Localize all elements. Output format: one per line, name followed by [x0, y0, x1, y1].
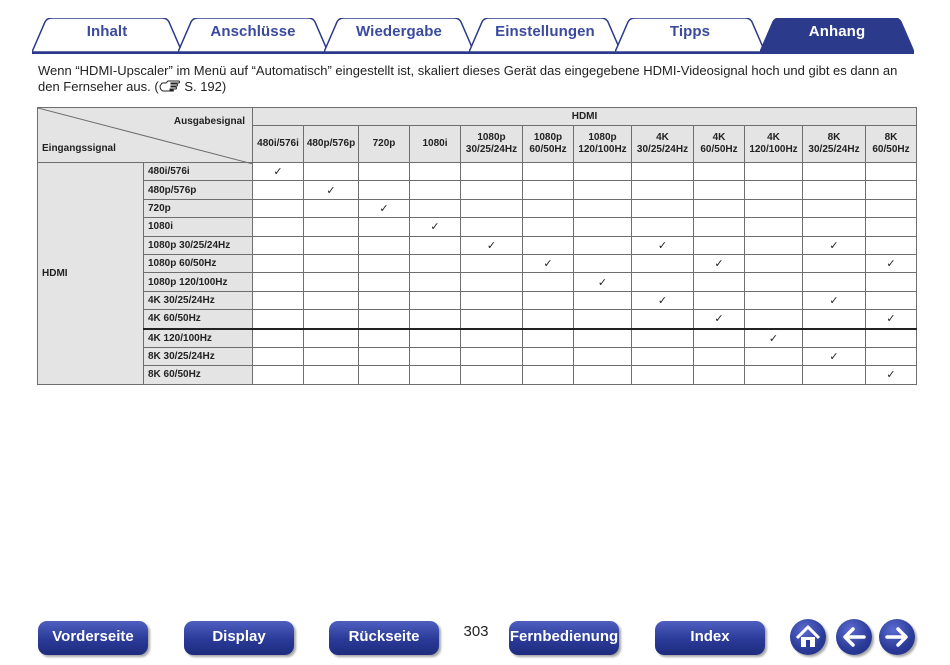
checkmark-cell: ✓ [803, 291, 866, 309]
empty-cell [574, 366, 632, 384]
empty-cell [253, 347, 304, 365]
empty-cell [745, 163, 803, 181]
empty-cell [461, 347, 523, 365]
empty-cell [304, 163, 359, 181]
input-row-label: 4K 120/100Hz [144, 329, 253, 348]
input-row-label: 4K 30/25/24Hz [144, 291, 253, 309]
empty-cell [410, 273, 461, 291]
empty-cell [745, 310, 803, 329]
empty-cell [866, 236, 917, 254]
checkmark-cell: ✓ [410, 218, 461, 236]
empty-cell [523, 236, 574, 254]
input-row-label: 1080p 60/50Hz [144, 254, 253, 272]
output-column-header: 1080p 120/100Hz [574, 126, 632, 163]
empty-cell [523, 347, 574, 365]
empty-cell [523, 273, 574, 291]
empty-cell [694, 329, 745, 348]
tab-0[interactable] [32, 18, 182, 52]
empty-cell [745, 181, 803, 199]
empty-cell [574, 291, 632, 309]
table-row [38, 366, 917, 384]
empty-cell [694, 347, 745, 365]
tab-5[interactable] [760, 18, 914, 52]
tab-label: Anhang [808, 23, 866, 40]
tab-3[interactable] [469, 18, 621, 52]
output-column-header: 4K 120/100Hz [745, 126, 803, 163]
empty-cell [574, 163, 632, 181]
table-row [38, 199, 917, 217]
input-row-label: 8K 60/50Hz [144, 366, 253, 384]
empty-cell [632, 199, 694, 217]
empty-cell [866, 273, 917, 291]
empty-cell [803, 329, 866, 348]
empty-cell [574, 347, 632, 365]
empty-cell [410, 366, 461, 384]
empty-cell [304, 273, 359, 291]
output-column-header: 720p [359, 126, 410, 163]
table-row [38, 236, 917, 254]
output-column-header: 1080p 60/50Hz [523, 126, 574, 163]
empty-cell [461, 218, 523, 236]
checkmark-cell: ✓ [866, 310, 917, 329]
checkmark-cell: ✓ [745, 329, 803, 348]
checkmark-cell: ✓ [632, 236, 694, 254]
empty-cell [253, 291, 304, 309]
checkmark-cell: ✓ [253, 163, 304, 181]
output-column-header: 4K 30/25/24Hz [632, 126, 694, 163]
input-signal-label: Eingangssignal [42, 143, 116, 154]
remote-control-button[interactable]: Fernbedienung [509, 621, 619, 655]
empty-cell [523, 199, 574, 217]
table-row [38, 163, 917, 181]
empty-cell [523, 310, 574, 329]
empty-cell [632, 329, 694, 348]
empty-cell [461, 310, 523, 329]
input-row-label: 1080p 120/100Hz [144, 273, 253, 291]
empty-cell [745, 366, 803, 384]
intro-paragraph [38, 63, 918, 95]
pointing-hand-icon[interactable] [159, 80, 181, 92]
checkmark-cell: ✓ [359, 199, 410, 217]
checkmark-cell: ✓ [304, 181, 359, 199]
empty-cell [523, 181, 574, 199]
empty-cell [304, 347, 359, 365]
empty-cell [632, 181, 694, 199]
empty-cell [866, 181, 917, 199]
empty-cell [253, 236, 304, 254]
empty-cell [694, 163, 745, 181]
empty-cell [253, 181, 304, 199]
empty-cell [574, 181, 632, 199]
empty-cell [632, 254, 694, 272]
empty-cell [253, 218, 304, 236]
empty-cell [632, 273, 694, 291]
empty-cell [803, 254, 866, 272]
input-row-label: 720p [144, 199, 253, 217]
output-column-header: 480p/576p [304, 126, 359, 163]
index-button[interactable]: Index [655, 621, 765, 655]
tab-bar [32, 14, 914, 54]
empty-cell [304, 199, 359, 217]
empty-cell [866, 199, 917, 217]
empty-cell [253, 366, 304, 384]
empty-cell [253, 310, 304, 329]
tab-4[interactable] [615, 18, 765, 52]
intro-text: Wenn “HDMI-Upscaler” im Menü auf “Automatisch” eingestellt ist, skaliert dieses Gerät das eingegebene HDMI-Videosignal hoch und gibt es dann an den Fernseher aus. ( [38, 63, 898, 94]
home-icon [790, 619, 826, 655]
empty-cell [866, 291, 917, 309]
page-number: 303 [463, 623, 489, 640]
upscaler-matrix-table [37, 107, 917, 385]
empty-cell [359, 366, 410, 384]
empty-cell [632, 163, 694, 181]
table-row [38, 329, 917, 348]
checkmark-cell: ✓ [694, 254, 745, 272]
table-row [38, 310, 917, 329]
table-row [38, 181, 917, 199]
forward-arrow-icon [879, 619, 915, 655]
checkmark-cell: ✓ [632, 291, 694, 309]
empty-cell [574, 329, 632, 348]
empty-cell [803, 273, 866, 291]
empty-cell [410, 199, 461, 217]
table-corner-cell [38, 108, 253, 163]
forward-button[interactable] [879, 619, 915, 655]
empty-cell [574, 199, 632, 217]
empty-cell [745, 291, 803, 309]
empty-cell [461, 273, 523, 291]
tab-label: Anschlüsse [210, 23, 296, 40]
empty-cell [304, 366, 359, 384]
display-button[interactable]: Display [184, 621, 294, 655]
checkmark-cell: ✓ [866, 254, 917, 272]
empty-cell [359, 218, 410, 236]
output-signal-label: Ausgabesignal [173, 116, 245, 127]
empty-cell [523, 329, 574, 348]
output-column-header: 8K 60/50Hz [866, 126, 917, 163]
input-row-label: 4K 60/50Hz [144, 310, 253, 329]
empty-cell [359, 310, 410, 329]
empty-cell [461, 329, 523, 348]
empty-cell [410, 163, 461, 181]
empty-cell [803, 163, 866, 181]
empty-cell [745, 273, 803, 291]
empty-cell [410, 291, 461, 309]
empty-cell [359, 163, 410, 181]
empty-cell [694, 218, 745, 236]
empty-cell [461, 291, 523, 309]
empty-cell [410, 236, 461, 254]
empty-cell [304, 254, 359, 272]
checkmark-cell: ✓ [866, 366, 917, 384]
empty-cell [523, 218, 574, 236]
input-row-label: 1080i [144, 218, 253, 236]
empty-cell [253, 273, 304, 291]
output-group-header: HDMI [253, 108, 917, 126]
empty-cell [304, 218, 359, 236]
input-group-header: HDMI [38, 163, 144, 385]
empty-cell [694, 366, 745, 384]
empty-cell [304, 236, 359, 254]
empty-cell [410, 310, 461, 329]
tab-1[interactable] [178, 18, 328, 52]
empty-cell [523, 291, 574, 309]
empty-cell [359, 254, 410, 272]
table-row [38, 254, 917, 272]
checkmark-cell: ✓ [574, 273, 632, 291]
empty-cell [694, 273, 745, 291]
empty-cell [359, 273, 410, 291]
empty-cell [745, 199, 803, 217]
empty-cell [359, 347, 410, 365]
checkmark-cell: ✓ [523, 254, 574, 272]
empty-cell [461, 366, 523, 384]
output-column-header: 1080i [410, 126, 461, 163]
empty-cell [632, 366, 694, 384]
empty-cell [410, 347, 461, 365]
empty-cell [359, 181, 410, 199]
empty-cell [803, 181, 866, 199]
empty-cell [866, 347, 917, 365]
front-panel-button[interactable]: Vorderseite [38, 621, 148, 655]
empty-cell [304, 291, 359, 309]
empty-cell [461, 254, 523, 272]
empty-cell [803, 366, 866, 384]
empty-cell [694, 291, 745, 309]
table-row [38, 218, 917, 236]
empty-cell [304, 329, 359, 348]
tab-label: Einstellungen [495, 23, 595, 40]
empty-cell [745, 347, 803, 365]
input-row-label: 480p/576p [144, 181, 253, 199]
output-column-header: 4K 60/50Hz [694, 126, 745, 163]
empty-cell [523, 163, 574, 181]
back-button[interactable] [836, 619, 872, 655]
checkmark-cell: ✓ [694, 310, 745, 329]
empty-cell [410, 254, 461, 272]
empty-cell [523, 366, 574, 384]
table-row [38, 347, 917, 365]
input-row-label: 1080p 30/25/24Hz [144, 236, 253, 254]
empty-cell [304, 310, 359, 329]
checkmark-cell: ✓ [803, 347, 866, 365]
input-row-label: 8K 30/25/24Hz [144, 347, 253, 365]
empty-cell [803, 199, 866, 217]
input-row-label: 480i/576i [144, 163, 253, 181]
back-arrow-icon [836, 619, 872, 655]
empty-cell [461, 181, 523, 199]
table-row [38, 291, 917, 309]
empty-cell [866, 329, 917, 348]
output-column-header: 8K 30/25/24Hz [803, 126, 866, 163]
empty-cell [866, 163, 917, 181]
empty-cell [632, 310, 694, 329]
output-column-header: 1080p 30/25/24Hz [461, 126, 523, 163]
empty-cell [461, 199, 523, 217]
tab-2[interactable] [324, 18, 474, 52]
empty-cell [803, 310, 866, 329]
tab-label: Wiedergabe [356, 23, 442, 40]
empty-cell [574, 236, 632, 254]
empty-cell [253, 254, 304, 272]
empty-cell [745, 236, 803, 254]
empty-cell [410, 181, 461, 199]
empty-cell [866, 218, 917, 236]
empty-cell [632, 218, 694, 236]
empty-cell [359, 329, 410, 348]
empty-cell [359, 236, 410, 254]
rear-panel-button[interactable]: Rückseite [329, 621, 439, 655]
empty-cell [410, 329, 461, 348]
empty-cell [745, 218, 803, 236]
home-button[interactable] [790, 619, 826, 655]
empty-cell [803, 218, 866, 236]
empty-cell [694, 199, 745, 217]
empty-cell [632, 347, 694, 365]
page-reference-link[interactable]: S. 192) [184, 79, 227, 94]
empty-cell [253, 199, 304, 217]
output-column-header: 480i/576i [253, 126, 304, 163]
empty-cell [574, 254, 632, 272]
tab-label: Inhalt [86, 23, 128, 40]
empty-cell [574, 310, 632, 329]
empty-cell [574, 218, 632, 236]
checkmark-cell: ✓ [803, 236, 866, 254]
empty-cell [253, 329, 304, 348]
table-row [38, 273, 917, 291]
tab-label: Tipps [669, 23, 711, 40]
empty-cell [359, 291, 410, 309]
empty-cell [694, 181, 745, 199]
empty-cell [694, 236, 745, 254]
checkmark-cell: ✓ [461, 236, 523, 254]
empty-cell [461, 163, 523, 181]
empty-cell [745, 254, 803, 272]
